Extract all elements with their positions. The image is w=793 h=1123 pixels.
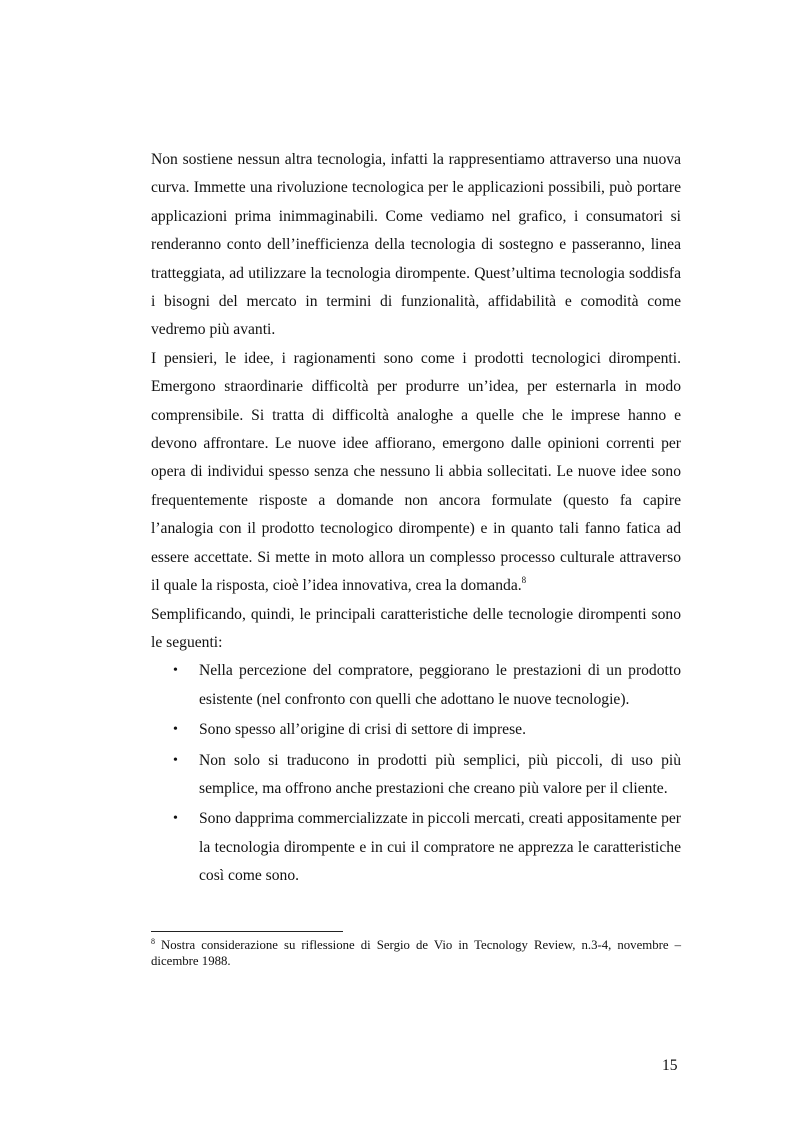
footnote-reference[interactable]: 8 [521, 575, 527, 586]
bullet-icon: • [173, 811, 178, 827]
list-item-text: Non solo si traducono in prodotti più semplici, più piccoli, di uso più semplice, ma offrono anche prestazioni che creano più valore per il cliente. [199, 751, 681, 797]
body-text [151, 146, 681, 893]
characteristics-list [151, 657, 681, 890]
bullet-icon: • [173, 752, 178, 768]
list-item [151, 716, 681, 744]
list-item [151, 805, 681, 890]
list-item-text: Sono dapprima commercializzate in piccoli mercati, creati appositamente per la tecnologia dirompente e in cui il compratore ne apprezza le caratteristiche così come sono. [199, 810, 681, 885]
paragraph-1: Non sostiene nessun altra tecnologia, infatti la rappresentiamo attraverso una nuova curva. Immette una rivoluzione tecnologica per le applicazioni possibili, può portare applicazioni prima inimmaginabili. Come vediamo nel grafico, i consumatori si renderanno conto dell’inefficienza della tecnologia di sostegno e passeranno, linea tratteggiata, ad utilizzare la tecnologia dirompente. Quest’ultima tecnologia soddisfa i bisogni del mercato in termini di funzionalità, affidabilità e comodità come vedremo più avanti. [151, 151, 681, 339]
paragraph-2 [151, 345, 681, 601]
footnote [151, 937, 681, 969]
bullet-icon: • [173, 722, 178, 738]
footnote-divider [151, 931, 343, 932]
paragraph-2-text: I pensieri, le idee, i ragionamenti sono come i prodotti tecnologici dirompenti. Emergono straordinarie difficoltà per produrre un’idea, per esternarla in modo comprensibile. Si tratta di difficoltà analoghe a quelle che le imprese hanno e devono affrontare. Le nuove idee affiorano, emergono dalle opinioni correnti per opera di individui spesso senza che nessuno li abbia sollecitati. Le nuove idee sono frequentemente risposte a domande non ancora formulate (questo fa capire l’analogia con il prodotto tecnologico dirompente) e in quanto tali fanno fatica ad essere accettate. Si mette in moto allora un complesso processo culturale attraverso il quale la risposta, cioè l’idea innovativa, crea la domanda. [151, 349, 681, 595]
footnote-marker: 8 [151, 937, 155, 946]
list-item [151, 657, 681, 714]
bullet-icon: • [173, 663, 178, 679]
list-item [151, 747, 681, 804]
page-number: 15 [662, 1057, 678, 1074]
paragraph-3: Semplificando, quindi, le principali caratteristiche delle tecnologie dirompenti sono le seguenti: [151, 605, 681, 651]
list-item-text: Sono spesso all’origine di crisi di settore di imprese. [199, 721, 526, 739]
footnote-text: Nostra considerazione su riflessione di Sergio de Vio in Tecnology Review, n.3-4, novembre – dicembre 1988. [151, 938, 681, 968]
list-item-text: Nella percezione del compratore, peggiorano le prestazioni di un prodotto esistente (nel confronto con quelli che adottano le nuove tecnologie). [199, 662, 681, 708]
